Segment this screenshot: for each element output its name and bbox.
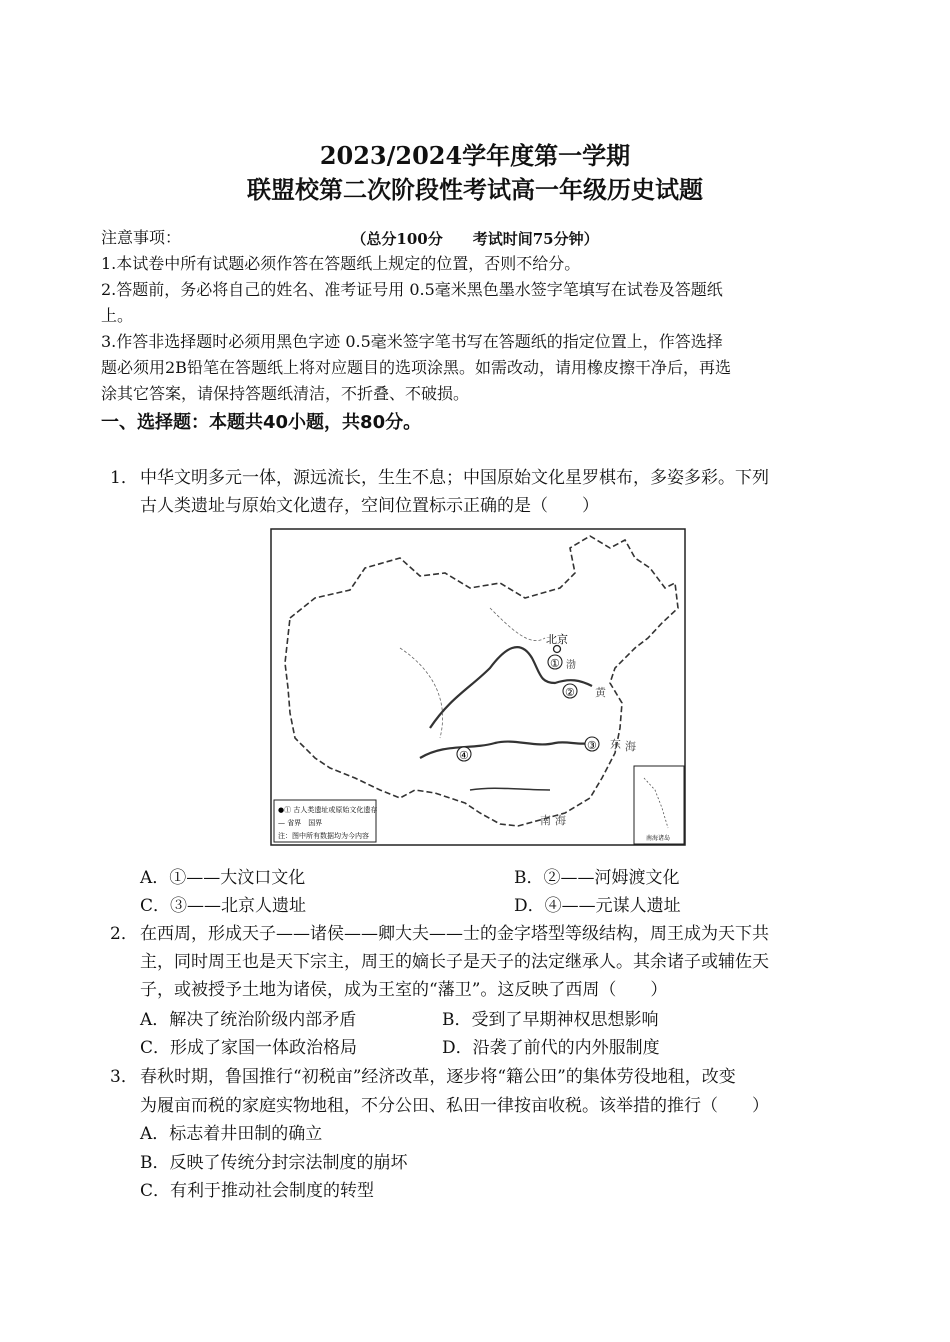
score-info: （总分100分 考试时间75分钟） xyxy=(351,230,599,248)
option-c[interactable]: C．有利于推动社会制度的转型 xyxy=(140,1181,375,1201)
option-a[interactable]: A．①——大汶口文化 xyxy=(140,868,306,888)
map-marker: ③ xyxy=(587,739,597,752)
question-number: 1． xyxy=(110,468,138,488)
map-sea-label: 海 xyxy=(625,740,636,753)
option-c[interactable]: C．③——北京人遗址 xyxy=(140,896,307,916)
map-city-label: 北京 xyxy=(546,633,568,646)
option-d[interactable]: D．沿袭了前代的内外服制度 xyxy=(442,1038,660,1058)
exam-title-line2: 联盟校第二次阶段性考试高一年级历史试题 xyxy=(247,175,703,204)
section-heading: 一、选择题：本题共40小题，共80分。 xyxy=(101,412,422,433)
map-marker: ② xyxy=(565,686,575,699)
notice-line: 涂其它答案，请保持答题纸清洁，不折叠、不破损。 xyxy=(101,384,470,403)
question-text: 在西周，形成天子——诸侯——卿大夫——士的金字塔型等级结构，周王成为天下共 xyxy=(140,924,769,944)
exam-title-line1: 2023/2024学年度第一学期 xyxy=(319,141,631,170)
notice-line: 题必须用2B铅笔在答题纸上将对应题目的选项涂黑。如需改动，请用橡皮擦干净后，再选 xyxy=(101,358,731,377)
notice-line: 3.作答非选择题时必须用黑色字迹 0.5毫米签字笔书写在答题纸的指定位置上，作答选择 xyxy=(101,332,723,351)
question-text: 古人类遗址与原始文化遗存，空间位置标示正确的是（ ） xyxy=(140,496,599,516)
map-sea-label: 海 xyxy=(555,814,566,827)
map-marker: ① xyxy=(550,657,560,670)
notice-line: 上。 xyxy=(101,306,134,325)
option-d[interactable]: D．④——元谋人遗址 xyxy=(514,896,681,916)
question-text: 子，或被授予土地为诸侯，成为王室的“藩卫”。这反映了西周（ ） xyxy=(140,980,668,1000)
notice-heading: 注意事项： xyxy=(101,228,182,247)
map-marker: ④ xyxy=(459,749,469,762)
notice-line: 1.本试卷中所有试题必须作答在答题纸上规定的位置，否则不给分。 xyxy=(101,254,581,273)
notice-line: 2.答题前，务必将自己的姓名、准考证号用 0.5毫米黑色墨水签字笔填写在试卷及答题纸 xyxy=(101,280,723,299)
option-b[interactable]: B．反映了传统分封宗法制度的崩坏 xyxy=(140,1153,408,1173)
china-map xyxy=(270,528,686,846)
option-c[interactable]: C．形成了家国一体政治格局 xyxy=(140,1038,358,1058)
question-number: 2． xyxy=(110,924,138,944)
question-text: 为履亩而税的家庭实物地租，不分公田、私田一律按亩收税。该举措的推行（ ） xyxy=(140,1096,769,1116)
option-a[interactable]: A．解决了统治阶级内部矛盾 xyxy=(140,1010,357,1030)
question-text: 主，同时周王也是天下宗主，周王的嫡长子是天子的法定继承人。其余诸子或辅佐天 xyxy=(140,952,769,972)
question-text: 中华文明多元一体，源远流长，生生不息；中国原始文化星罗棋布，多姿多彩。下列 xyxy=(140,468,769,488)
question-number: 3． xyxy=(110,1067,138,1087)
map-sea-label: 渤 xyxy=(566,660,576,671)
option-b[interactable]: B．②——河姆渡文化 xyxy=(514,868,680,888)
map-sea-label: 黄 xyxy=(595,686,606,699)
map-sea-label: 南 xyxy=(540,814,551,827)
option-a[interactable]: A．标志着井田制的确立 xyxy=(140,1124,323,1144)
map-sea-label: 东 xyxy=(610,738,621,751)
option-b[interactable]: B．受到了早期神权思想影响 xyxy=(442,1010,659,1030)
map-legend-item: ●① 古人类遗址或原始文化遗存 xyxy=(278,806,378,814)
china-map-figure xyxy=(270,528,686,846)
map-legend-item: — 省界 国界 xyxy=(278,819,323,827)
question-text: 春秋时期，鲁国推行“初税亩”经济改革，逐步将“籍公田”的集体劳役地租，改变 xyxy=(140,1067,736,1087)
map-legend-item: 注：图中所有数据均为今内容 xyxy=(278,832,369,840)
map-inset-label: 南海诸岛 xyxy=(646,835,671,842)
